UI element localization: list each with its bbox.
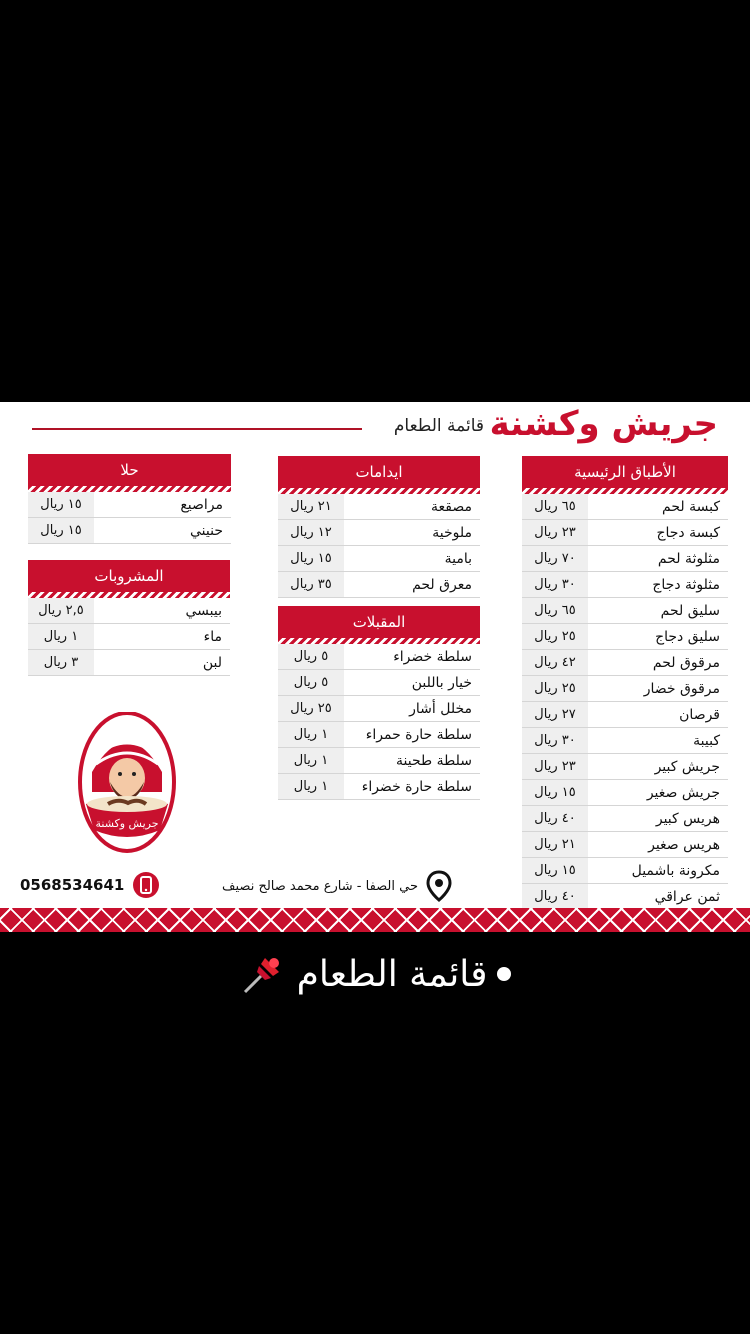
caption <box>0 944 750 1004</box>
item-name: مثلوثة دجاج <box>652 576 720 593</box>
caption-text: قائمة الطعام <box>296 953 488 995</box>
item-name: سلطة حارة حمراء <box>365 726 472 743</box>
item-price: ٤٠ ريال <box>522 806 588 831</box>
menu-item-row <box>278 670 480 696</box>
item-name: كبيبة <box>693 732 720 749</box>
item-price: ١٢ ريال <box>278 520 344 545</box>
menu-item-row <box>28 518 231 544</box>
section-drinks <box>28 560 230 676</box>
item-name: مصقعة <box>431 498 472 515</box>
item-price: ٣ ريال <box>28 650 94 675</box>
item-price: ١ ريال <box>278 774 344 799</box>
bullet-icon <box>497 967 511 981</box>
address-text: حي الصفا - شارع محمد صالح نصيف <box>222 878 418 894</box>
item-price: ٦٥ ريال <box>522 598 588 623</box>
item-price: ٢١ ريال <box>522 832 588 857</box>
item-name: بيبسي <box>185 602 222 619</box>
item-price: ٤٠ ريال <box>522 884 588 909</box>
menu-item-row <box>522 754 728 780</box>
menu-item-row <box>522 702 728 728</box>
menu-item-row <box>522 728 728 754</box>
item-name: سلطة طحينة <box>396 752 472 769</box>
section-title: الأطباق الرئيسية <box>522 456 728 490</box>
item-price: ١ ريال <box>278 748 344 773</box>
item-name: كبسة لحم <box>662 498 720 515</box>
logo-text: جريش وكشنة <box>95 817 159 830</box>
item-name: سليق دجاج <box>655 628 720 645</box>
menu-item-row <box>278 520 480 546</box>
section-appetizers <box>278 606 480 800</box>
item-name: مراصيع <box>180 496 223 513</box>
menu-subtitle: قائمة الطعام <box>393 416 484 436</box>
item-name: مخلل أشار <box>409 700 472 717</box>
item-price: ٢٥ ريال <box>522 624 588 649</box>
item-name: مرقوق خضار <box>643 680 720 697</box>
item-name: جريش صغير <box>646 784 720 801</box>
section-main-dishes <box>522 456 728 910</box>
section-title: ايدامات <box>278 456 480 490</box>
menu-item-row <box>278 722 480 748</box>
item-name: خيار باللبن <box>411 674 472 691</box>
item-price: ٥ ريال <box>278 670 344 695</box>
restaurant-title: جريش وكشنة <box>489 404 718 444</box>
item-name: كبسة دجاج <box>656 524 720 541</box>
item-name: مثلوثة لحم <box>657 550 720 567</box>
item-price: ٢٣ ريال <box>522 754 588 779</box>
menu-item-row <box>522 676 728 702</box>
menu-item-row <box>522 832 728 858</box>
item-name: لبن <box>202 654 222 671</box>
menu-item-row <box>522 572 728 598</box>
item-price: ٢,٥ ريال <box>28 598 94 623</box>
menu-item-row <box>522 780 728 806</box>
item-price: ٦٥ ريال <box>522 494 588 519</box>
menu-item-row <box>28 650 230 676</box>
item-name: هريس صغير <box>648 836 720 853</box>
item-name: قرصان <box>679 706 720 723</box>
menu-item-row <box>522 520 728 546</box>
restaurant-logo <box>78 712 176 854</box>
item-name: مكرونة باشميل <box>631 862 720 879</box>
item-price: ٢٥ ريال <box>278 696 344 721</box>
section-title: المقبلات <box>278 606 480 640</box>
pushpin-icon <box>239 950 287 998</box>
menu-item-row <box>522 884 728 910</box>
item-price: ١ ريال <box>278 722 344 747</box>
title-divider <box>32 428 362 430</box>
section-title: المشروبات <box>28 560 230 594</box>
item-price: ٢٧ ريال <box>522 702 588 727</box>
item-price: ٧٠ ريال <box>522 546 588 571</box>
item-price: ١٥ ريال <box>28 518 94 543</box>
decorative-border <box>0 908 750 932</box>
item-name: ثمن عراقي <box>654 888 720 905</box>
item-price: ١٥ ريال <box>522 858 588 883</box>
item-name: سلطة خضراء <box>393 648 472 665</box>
item-name: سليق لحم <box>660 602 720 619</box>
menu-item-row <box>522 806 728 832</box>
item-name: ماء <box>203 628 222 645</box>
item-name: حنيني <box>190 522 223 539</box>
menu-item-row <box>278 494 480 520</box>
section-idamat <box>278 456 480 598</box>
menu-item-row <box>522 546 728 572</box>
menu-item-row <box>278 774 480 800</box>
menu-item-row <box>278 748 480 774</box>
item-name: بامية <box>444 550 472 567</box>
item-name: جريش كبير <box>654 758 720 775</box>
item-price: ١٥ ريال <box>522 780 588 805</box>
menu-item-row <box>28 492 231 518</box>
item-price: ٣٠ ريال <box>522 728 588 753</box>
item-price: ١٥ ريال <box>28 492 94 517</box>
menu-item-row <box>278 546 480 572</box>
item-price: ٢١ ريال <box>278 494 344 519</box>
menu-item-row <box>28 624 230 650</box>
phone-number: 0568534641 <box>20 876 125 894</box>
item-price: ٣٠ ريال <box>522 572 588 597</box>
item-price: ٢٥ ريال <box>522 676 588 701</box>
menu-item-row <box>28 598 230 624</box>
section-dessert <box>28 454 231 544</box>
item-name: سلطة حارة خضراء <box>361 778 472 795</box>
item-name: هريس كبير <box>655 810 720 827</box>
item-price: ٣٥ ريال <box>278 572 344 597</box>
item-price: ٢٣ ريال <box>522 520 588 545</box>
item-price: ١ ريال <box>28 624 94 649</box>
item-price: ٥ ريال <box>278 644 344 669</box>
location-pin-icon <box>426 870 452 902</box>
phone-line <box>20 871 160 899</box>
menu-item-row <box>278 644 480 670</box>
menu-item-row <box>522 858 728 884</box>
menu-item-row <box>522 624 728 650</box>
menu-item-row <box>278 572 480 598</box>
menu-item-row <box>522 598 728 624</box>
item-price: ٤٢ ريال <box>522 650 588 675</box>
phone-icon <box>132 871 160 899</box>
item-name: معرق لحم <box>412 576 472 593</box>
menu-item-row <box>278 696 480 722</box>
section-title: حلا <box>28 454 231 488</box>
location-line <box>190 870 452 902</box>
menu-image <box>0 402 750 932</box>
item-name: ملوخية <box>432 524 472 541</box>
item-price: ١٥ ريال <box>278 546 344 571</box>
menu-item-row <box>522 650 728 676</box>
item-name: مرقوق لحم <box>652 654 720 671</box>
menu-item-row <box>522 494 728 520</box>
